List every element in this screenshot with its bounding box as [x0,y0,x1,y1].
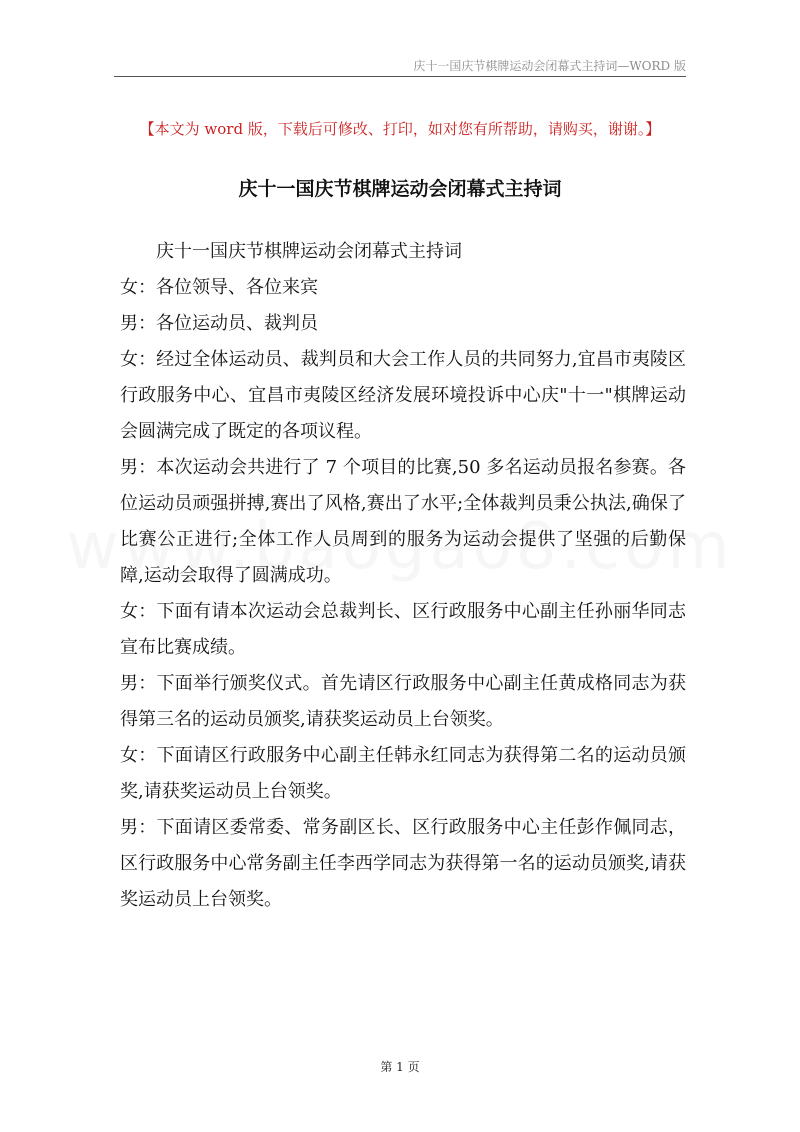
paragraph: 女：下面有请本次运动会总裁判长、区行政服务中心副主任孙丽华同志宣布比赛成绩。 [120,601,686,658]
document-body [120,234,686,918]
paragraph: 男：本次运动会共进行了 7 个项目的比赛,50 多名运动员报名参赛。各位运动员顽强拼搏,赛出了风格,赛出了水平;全体裁判员秉公执法,确保了比赛公正进行;全体工作人员周到的服务为运动会提供了坚强的后勤保障,运动会取得了圆满成功。 [120,457,686,586]
download-notice: 【本文为 word 版，下载后可修改、打印，如对您有所帮助，请购买，谢谢。】 [139,120,661,138]
paragraph: 女：各位领导、各位来宾 [120,277,318,298]
paragraph: 男：各位运动员、裁判员 [120,313,318,334]
page-header [114,48,686,77]
paragraph: 男：下面举行颁奖仪式。首先请区行政服务中心副主任黄成格同志为获得第三名的运动员颁奖,请获奖运动员上台领奖。 [120,673,686,730]
header-title: 庆十一国庆节棋牌运动会闭幕式主持词—WORD 版 [413,59,686,73]
page-number: 第 1 页 [380,1060,420,1074]
document-title: 庆十一国庆节棋牌运动会闭幕式主持词 [238,178,562,200]
paragraph: 男：下面请区委常委、常务副区长、区行政服务中心主任彭作佩同志，区行政服务中心常务副主任李西学同志为获得第一名的运动员颁奖,请获奖运动员上台领奖。 [120,817,686,910]
paragraph-subtitle: 庆十一国庆节棋牌运动会闭幕式主持词 [156,241,462,262]
paragraph: 女：下面请区行政服务中心副主任韩永红同志为获得第二名的运动员颁奖,请获奖运动员上台领奖。 [120,745,686,802]
paragraph: 女：经过全体运动员、裁判员和大会工作人员的共同努力,宜昌市夷陵区行政服务中心、宜昌市夷陵区经济发展环境投诉中心庆"十一"棋牌运动会圆满完成了既定的各项议程。 [120,349,686,442]
